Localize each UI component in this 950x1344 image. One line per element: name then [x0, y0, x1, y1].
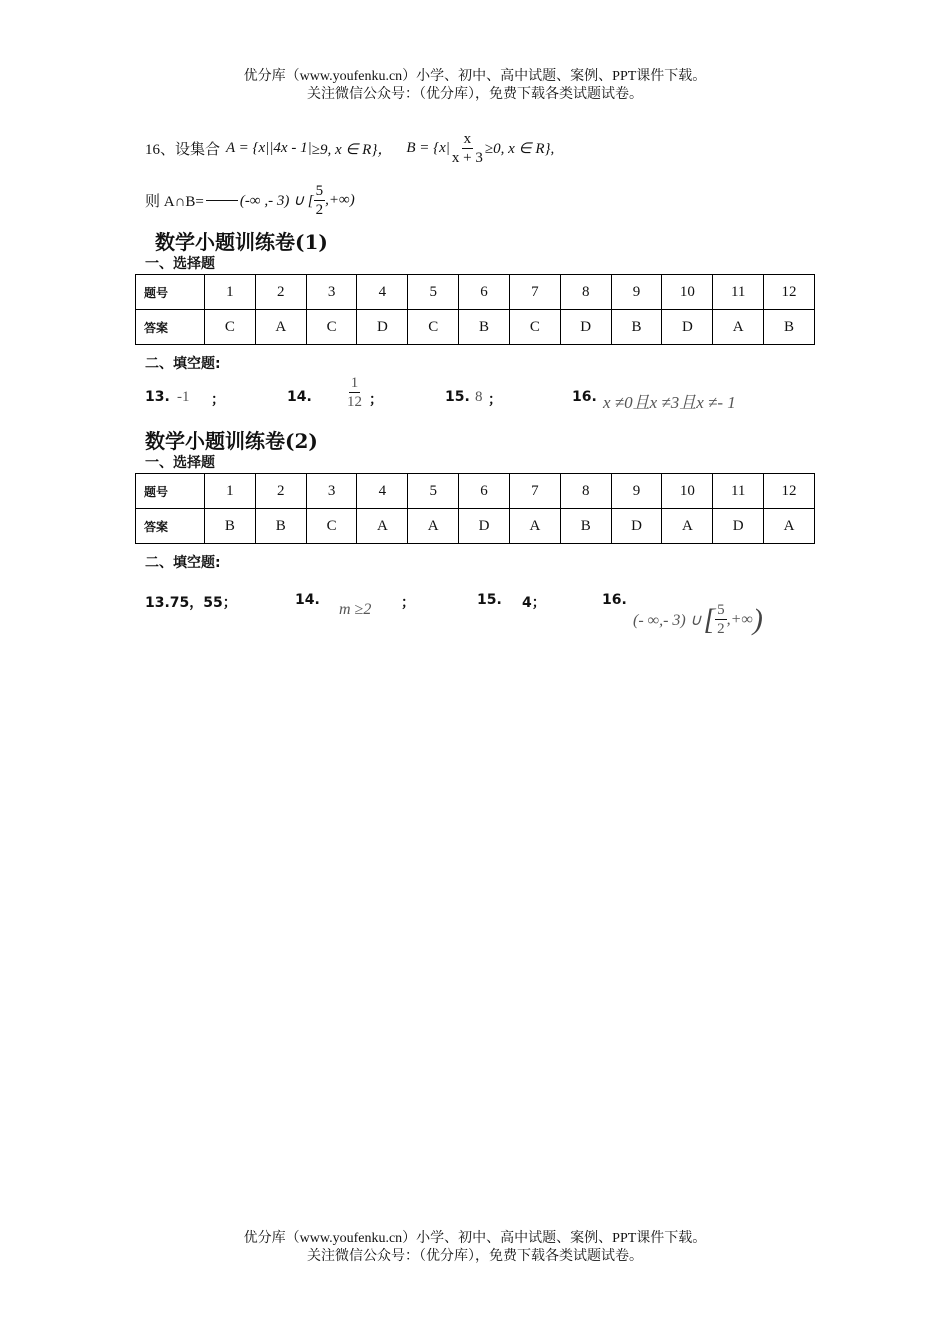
paper1-fill-answers	[145, 372, 825, 422]
paper1-section-fill: 二、填空题:	[145, 356, 221, 372]
q16-fraction-num: 5	[315, 182, 324, 199]
table-cell: C	[306, 310, 357, 345]
table-cell: A	[713, 310, 764, 345]
table-cell: 7	[509, 474, 560, 509]
table-cell: A	[509, 509, 560, 544]
set-b-prefix: B = {x|	[406, 139, 450, 156]
p1-q13-sep: ；	[211, 392, 225, 408]
table-cell: D	[611, 509, 662, 544]
paper2-section-choice: 一、选择题	[145, 455, 215, 471]
table-cell: 5	[408, 275, 459, 310]
table-cell: 12	[764, 275, 815, 310]
paper2-answer-table	[135, 473, 815, 544]
q16-answer-fraction	[314, 182, 326, 219]
table-cell: 8	[560, 275, 611, 310]
paper1-answer-table	[135, 274, 815, 345]
table-cell: 8	[560, 474, 611, 509]
q16-label: 16、设集合	[145, 141, 221, 158]
set-b-fraction	[450, 130, 485, 167]
table-cell: 4	[357, 275, 408, 310]
table-cell: 11	[713, 275, 764, 310]
table-cell: 6	[459, 275, 510, 310]
p1-q14-fraction	[345, 374, 364, 411]
table-cell: A	[255, 310, 306, 345]
table-cell: 12	[764, 474, 815, 509]
p1-q14-den: 12	[347, 394, 362, 410]
table-cell: C	[408, 310, 459, 345]
table-cell: A	[357, 509, 408, 544]
table-cell: B	[611, 310, 662, 345]
row-answer-label: 答案	[136, 310, 205, 345]
table-cell: 3	[306, 474, 357, 509]
table-cell: D	[713, 509, 764, 544]
table-cell: C	[306, 509, 357, 544]
table-cell: 3	[306, 275, 357, 310]
p1-q15-label: 15.	[445, 389, 470, 405]
table-cell: D	[357, 310, 408, 345]
table-cell: D	[560, 310, 611, 345]
p1-q13-value: -1	[177, 389, 190, 405]
footer-line-1: 优分库（www.youfenku.cn）小学、初中、高中试题、案例、PPT课件下载。	[243, 1231, 707, 1246]
p2-q16-fraction	[715, 601, 727, 638]
p1-q14-num: 1	[350, 375, 359, 391]
set-a-prefix: A = {x|	[226, 139, 270, 156]
paper2-title: 数学小题训练卷(2)	[145, 429, 318, 453]
q16-fraction-den: 2	[315, 201, 324, 218]
question-16-line-2	[145, 180, 355, 220]
p2-q16-value-a: (- ∞,- 3) ∪	[633, 611, 702, 629]
p2-q16-value	[633, 601, 763, 638]
table-cell: A	[764, 509, 815, 544]
p1-q15-sep: ；	[488, 392, 502, 408]
table-row-numbers	[136, 474, 815, 509]
table-cell: B	[560, 509, 611, 544]
p1-q14-label: 14.	[287, 389, 312, 405]
p2-q16-den: 2	[717, 621, 725, 637]
table-row-answers	[136, 509, 815, 544]
table-cell: 2	[255, 275, 306, 310]
paper2-fill-answers	[145, 580, 825, 640]
table-cell: 2	[255, 474, 306, 509]
table-cell: D	[662, 310, 713, 345]
table-cell: B	[255, 509, 306, 544]
p2-q14-value: m ≥2	[339, 601, 372, 618]
left-bracket-icon: [	[703, 602, 716, 636]
paper1-section-choice: 一、选择题	[145, 256, 215, 272]
table-cell: C	[205, 310, 256, 345]
p1-q16-label: 16.	[572, 389, 597, 405]
p1-q15-value: 8	[475, 389, 483, 405]
table-cell: B	[205, 509, 256, 544]
row-header-label: 题号	[136, 275, 205, 310]
table-cell: C	[509, 310, 560, 345]
table-cell: 1	[205, 474, 256, 509]
table-cell: 5	[408, 474, 459, 509]
header-line-2: 关注微信公众号：（优分库），免费下载各类试题试卷。	[307, 87, 643, 102]
table-cell: 10	[662, 275, 713, 310]
answer-blank	[206, 200, 238, 201]
footer-line-2: 关注微信公众号：（优分库），免费下载各类试题试卷。	[307, 1249, 643, 1264]
p2-q14-sep: ；	[401, 595, 415, 611]
p2-q16-value-b: ,+∞	[726, 610, 753, 628]
table-cell: D	[459, 509, 510, 544]
p2-q16-label: 16.	[602, 592, 627, 608]
set-a-suffix: ≥9, x ∈ R}，	[311, 141, 393, 158]
table-cell: A	[662, 509, 713, 544]
table-row-numbers	[136, 275, 815, 310]
table-cell: 9	[611, 474, 662, 509]
set-b-numerator: x	[463, 130, 472, 147]
paper2-section-fill: 二、填空题:	[145, 555, 221, 571]
row-header-label: 题号	[136, 474, 205, 509]
question-16-line-1	[145, 128, 554, 168]
q16-answer-a: (-∞ ,- 3) ∪ [	[239, 192, 314, 209]
table-cell: 1	[205, 275, 256, 310]
table-cell: 7	[509, 275, 560, 310]
table-cell: 6	[459, 474, 510, 509]
p2-q16-num: 5	[717, 602, 725, 618]
table-cell: B	[764, 310, 815, 345]
table-cell: 10	[662, 474, 713, 509]
table-cell: 9	[611, 275, 662, 310]
set-a-expr: |4x - 1|	[269, 139, 312, 156]
row-answer-label: 答案	[136, 509, 205, 544]
table-cell: A	[408, 509, 459, 544]
q16-result-prefix: 则 A∩B=	[145, 193, 204, 210]
p2-q13-text: 13.75，55；	[145, 595, 237, 611]
set-b-suffix: ≥0, x ∈ R},	[484, 140, 555, 157]
table-cell: B	[459, 310, 510, 345]
table-cell: 4	[357, 474, 408, 509]
table-row-answers	[136, 310, 815, 345]
table-cell: 11	[713, 474, 764, 509]
p2-q15-value: 4；	[522, 595, 546, 611]
q16-answer-b: ,+∞)	[325, 191, 355, 208]
p1-q13-label: 13.	[145, 389, 170, 405]
paper1-title: 数学小题训练卷(1)	[155, 230, 328, 254]
p2-q15-label: 15.	[477, 592, 502, 608]
header-line-1: 优分库（www.youfenku.cn）小学、初中、高中试题、案例、PPT课件下载。	[243, 69, 707, 84]
set-b-denominator: x + 3	[451, 149, 483, 166]
p2-q14-label: 14.	[295, 592, 320, 608]
right-paren-icon: )	[752, 602, 763, 636]
p1-q16-value: x ≠0且x ≠3且x ≠- 1	[603, 393, 736, 412]
p1-q14-sep: ；	[369, 392, 383, 408]
